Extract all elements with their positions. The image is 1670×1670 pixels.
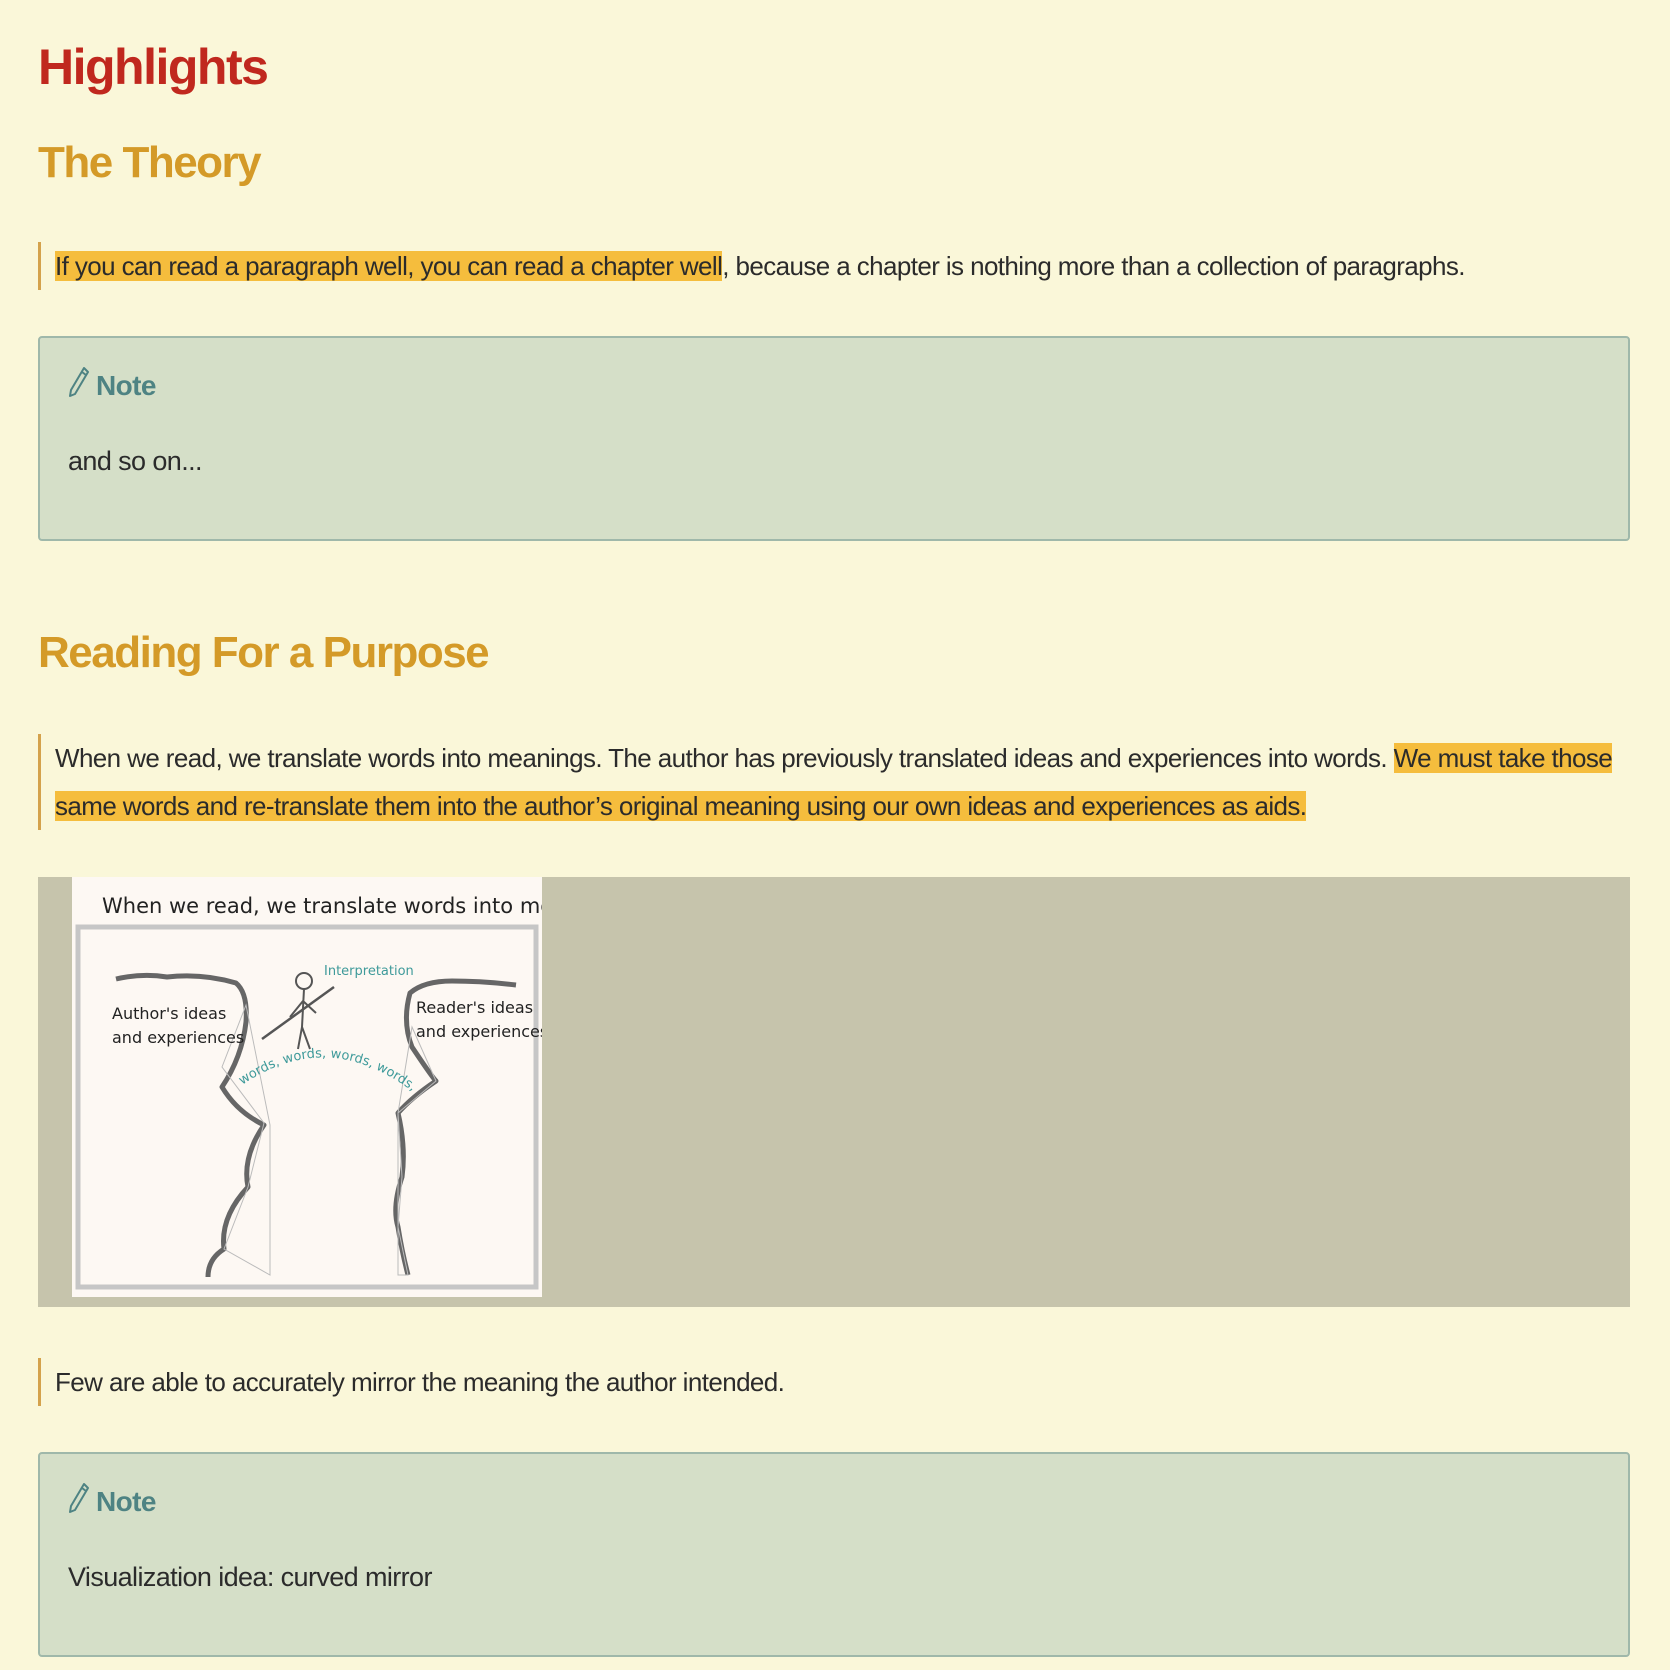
left-label-line-1: Author's ideas [112,1004,227,1023]
highlighted-text: We must take those same words and re-translate them into the author’s original meaning using our own ideas and experiences as aids. [55,743,1613,821]
right-label-line-1: Reader's ideas [416,998,534,1017]
section-heading-the-theory: The Theory [38,138,261,187]
left-label-line-2: and experiences [112,1028,245,1047]
page-title: Highlights [38,39,268,95]
quote-text: Few are able to accurately mirror the meaning the author intended. [55,1367,785,1397]
highlight-quote [38,242,1630,290]
note-header [68,1482,156,1521]
highlight-quote [38,734,1630,830]
quote-text: , because a chapter is nothing more than a collection of paragraphs. [722,251,1465,281]
note-body: Visualization idea: curved mirror [68,1562,432,1592]
note-header [68,366,156,405]
highlight-quote [38,1358,1630,1406]
right-label-line-2: and experiences [416,1022,542,1041]
section-heading-reading-for-a-purpose: Reading For a Purpose [38,628,489,677]
note-body: and so on... [68,446,202,476]
sketch-image [72,877,542,1297]
bridge-text: words, words, words, words, [236,1046,419,1095]
quote-text: When we read, we translate words into meanings. The author has previously translated ideas and experiences into words. [55,743,1394,773]
note-callout [38,336,1630,541]
image-embed [38,877,1630,1307]
pencil-icon [68,1482,96,1521]
note-callout [38,1452,1630,1657]
figure-label: Interpretation [324,964,414,979]
highlighted-text: If you can read a paragraph well, you can read a chapter well [55,251,723,281]
sketch-title: When we read, we translate words into m [102,894,541,918]
note-label: Note [96,1485,156,1517]
pencil-icon [68,366,96,405]
note-label: Note [96,369,156,401]
